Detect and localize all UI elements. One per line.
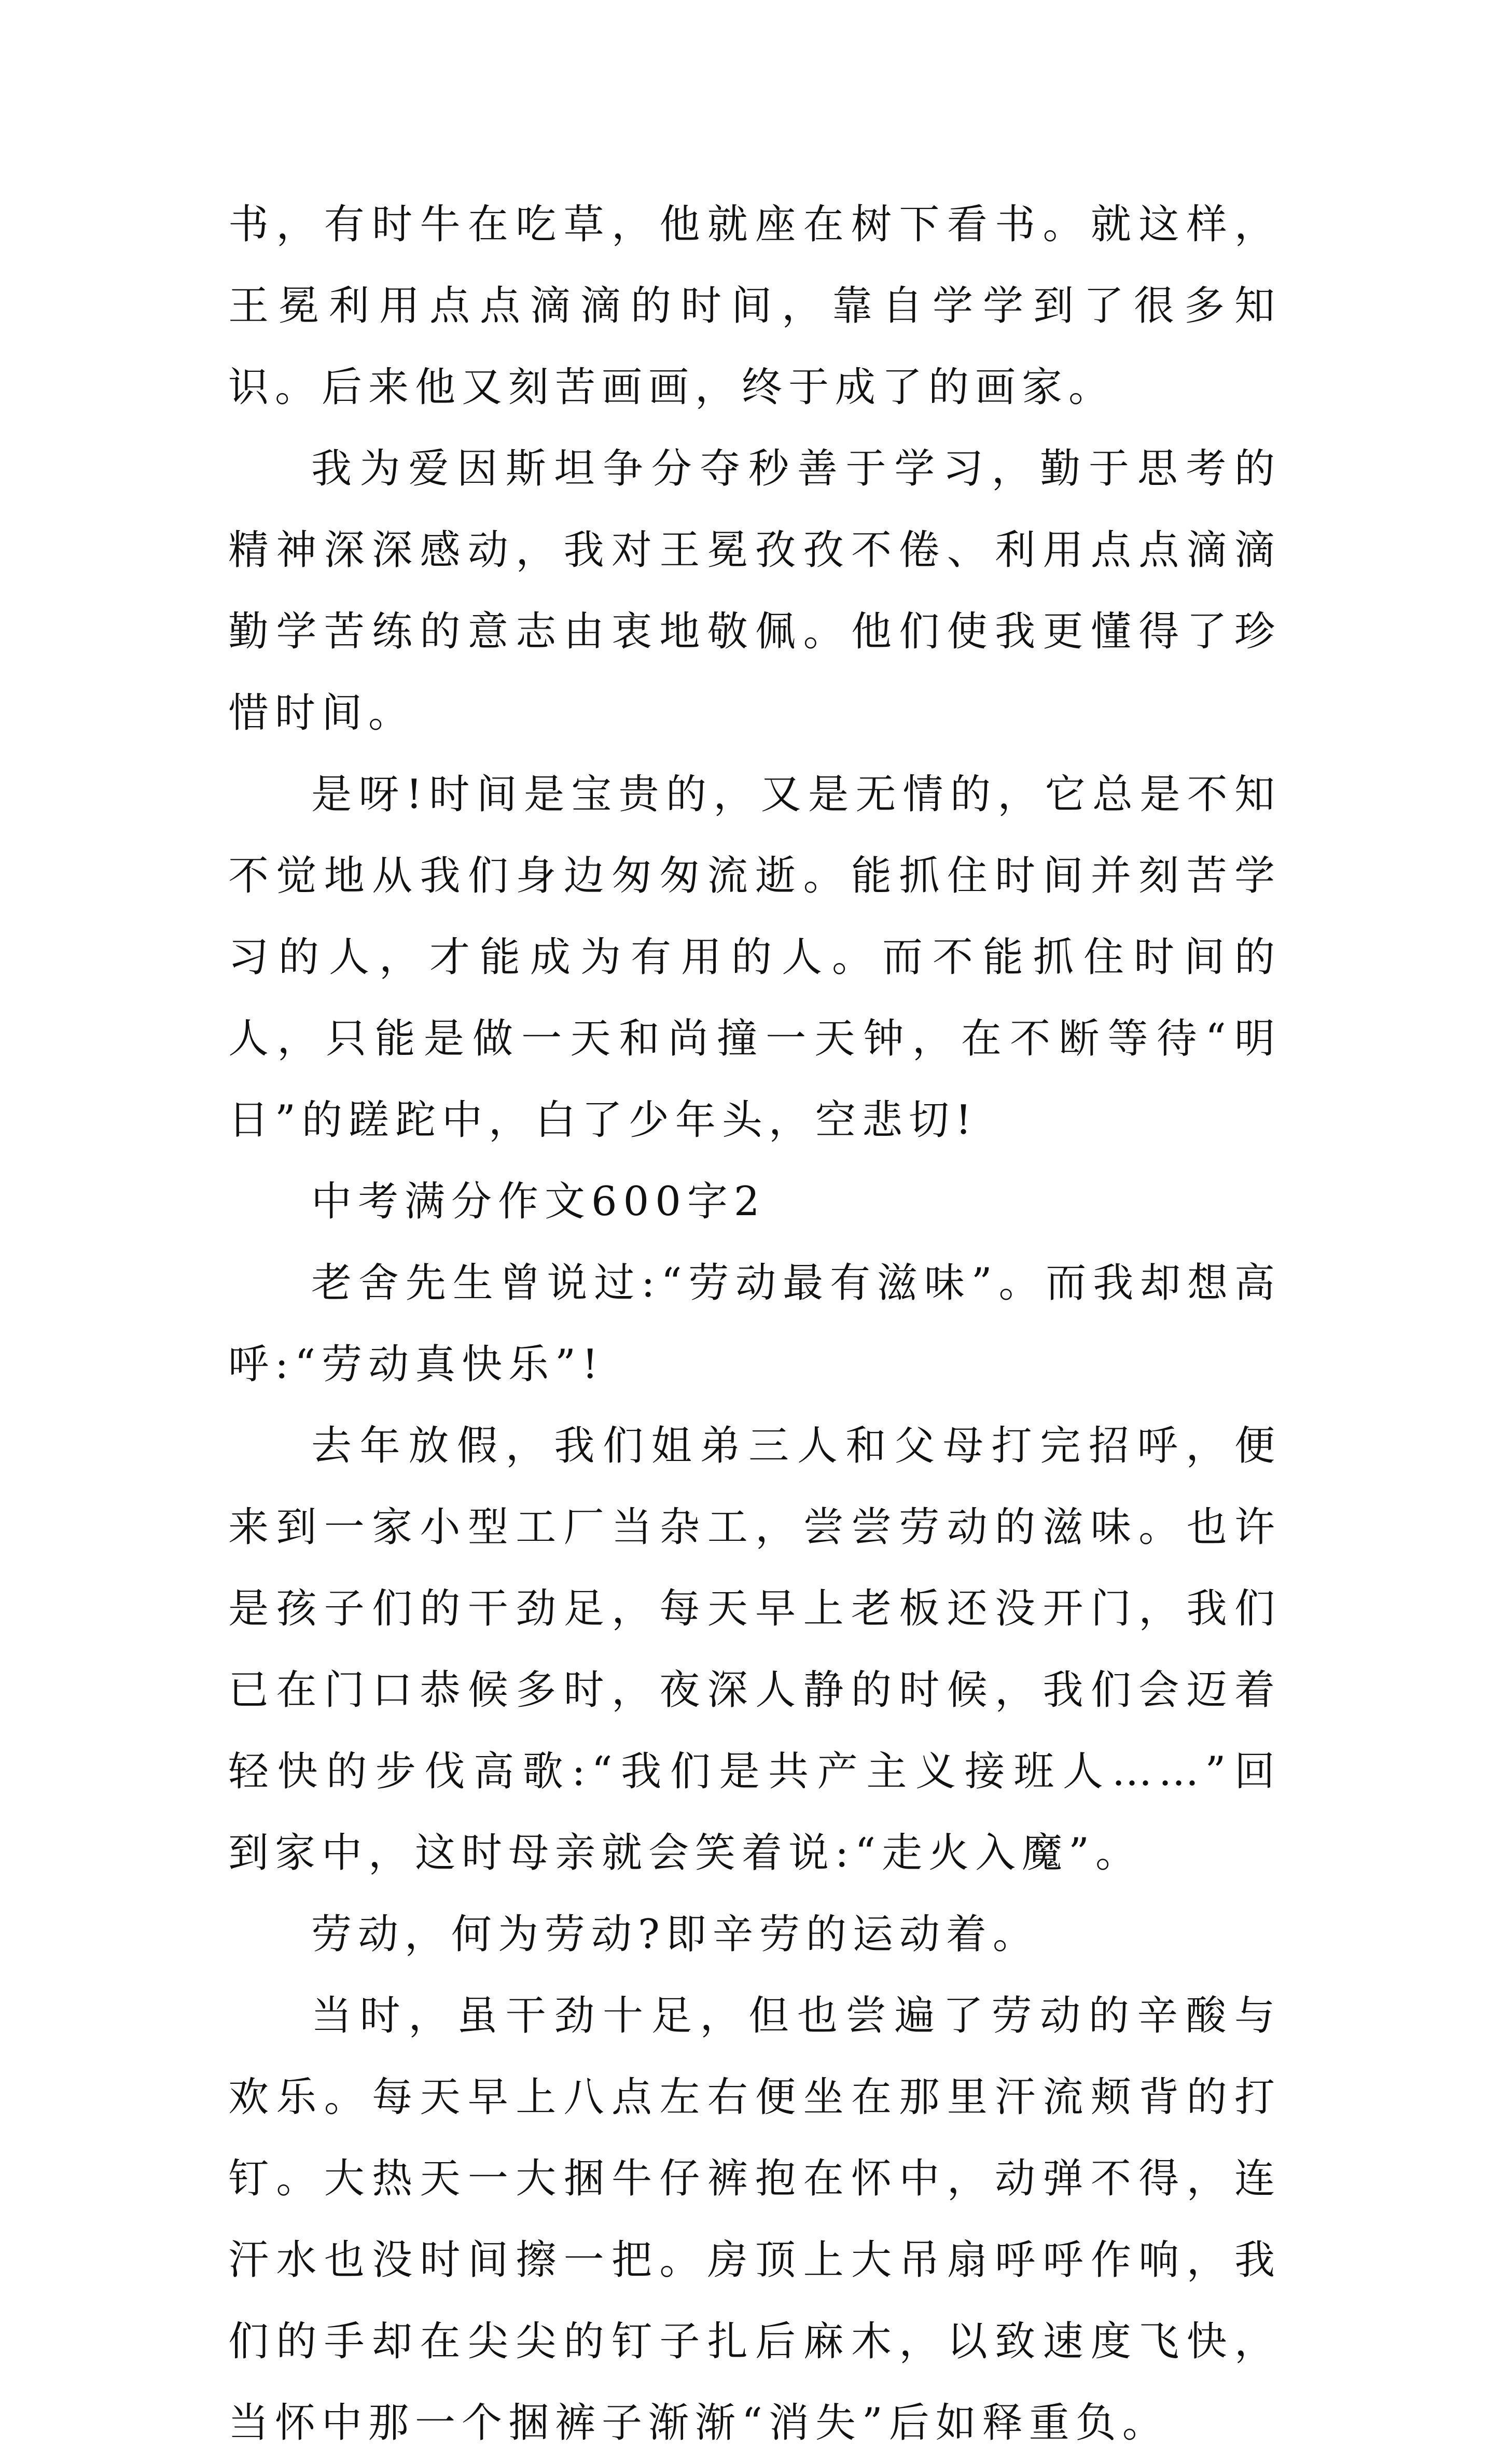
paragraph: 劳动，何为劳动?即辛劳的运动着。 [311, 1911, 1039, 1958]
paragraph-continuation: 书，有时牛在吃草，他就座在树下看书。就这样，王冕利用点点滴滴的时间，靠自学学到了很多知识。后来他又刻苦画画，终于成了的画家。 [228, 201, 1281, 411]
paragraph: 我为爱因斯坦争分夺秒善于学习，勤于思考的精神深深感动，我对王冕孜孜不倦、利用点点滴滴勤学苦练的意志由衷地敬佩。他们使我更懂得了珍惜时间。 [228, 446, 1281, 736]
document-body [228, 184, 1281, 2464]
paragraph: 当时，虽干劲十足，但也尝遍了劳动的辛酸与欢乐。每天早上八点左右便坐在那里汗流颊背的打钉。大热天一大捆牛仔裤抱在怀中，动弹不得，连汗水也没时间擦一把。房顶上大吊扇呼呼作响，我们的手却在尖尖的钉子扎后麻木，以致速度飞快，当怀中那一个捆裤子渐渐“消失”后如释重负。 [228, 1993, 1281, 2446]
paragraph: 去年放假，我们姐弟三人和父母打完招呼，便来到一家小型工厂当杂工，尝尝劳动的滋味。也许是孩子们的干劲足，每天早上老板还没开门，我们已在门口恭候多时，夜深人静的时候，我们会迈着轻快的步伐高歌:“我们是共产主义接班人……”回到家中，这时母亲就会笑着说:“走火入魔”。 [228, 1423, 1281, 1876]
paragraph: 是呀!时间是宝贵的，又是无情的，它总是不知不觉地从我们身边匆匆流逝。能抓住时间并刻苦学习的人，才能成为有用的人。而不能抓住时间的人，只能是做一天和尚撞一天钟，在不断等待“明日”的蹉跎中，白了少年头，空悲切! [228, 771, 1281, 1144]
paragraph: 老舍先生曾说过:“劳动最有滋味”。而我却想高呼:“劳动真快乐”! [228, 1260, 1281, 1388]
essay-title: 中考满分作文600字2 [311, 1178, 766, 1225]
